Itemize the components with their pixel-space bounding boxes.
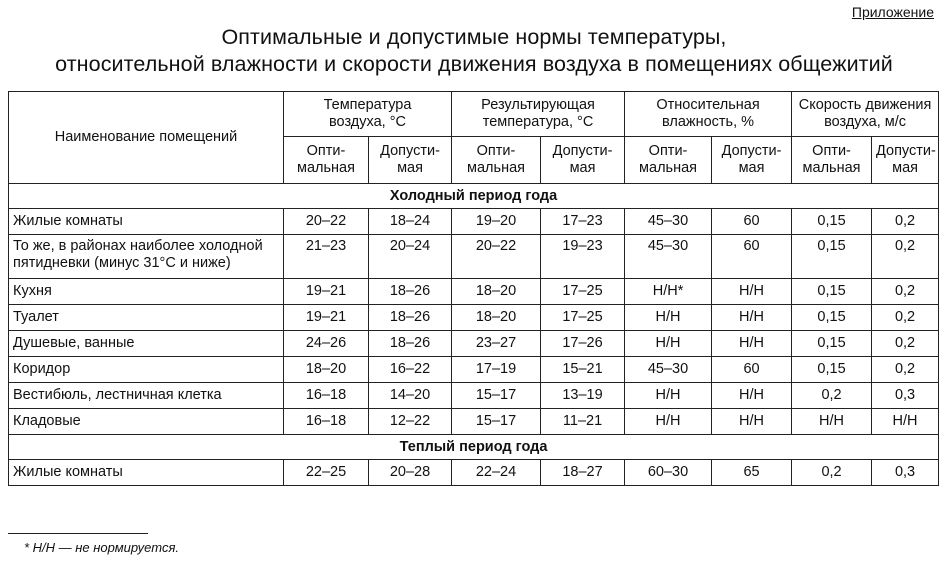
cell-value: 24–26 [284,331,369,357]
cell-value: 0,2 [872,235,939,279]
cell-value: 13–19 [541,383,625,409]
header-label: Допусти- [876,143,936,159]
header-room-name: Наименование помещений [9,92,284,184]
header-label: воздуха, м/с [824,114,907,130]
header-air-speed [792,92,939,137]
section-row-cold [9,184,939,209]
cell-value: 45–30 [625,357,712,383]
title-line-2: относительной влажности и скорости движения воздуха в помещениях общежитий [55,52,893,76]
header-label: Допусти- [552,143,613,159]
cell-value: 18–26 [369,279,452,305]
header-label: температура, °С [482,114,594,130]
cell-value: Н/Н* [625,279,712,305]
cell-value: 22–24 [452,460,541,486]
header-air-temperature [284,92,452,137]
cell-value: 60 [712,209,792,235]
table-row [9,305,939,331]
title-line-1: Оптимальные и допустимые нормы температуры, [221,25,727,49]
header-label: мальная [467,160,525,176]
cell-value: 17–23 [541,209,625,235]
cell-value: 20–28 [369,460,452,486]
room-name-line-2: пятидневки (минус 31°С и ниже) [13,255,231,271]
cell-value: 0,15 [792,357,872,383]
header-label: мая [892,160,918,176]
cell-value: 23–27 [452,331,541,357]
cell-value: 18–20 [452,279,541,305]
cell-value: 19–21 [284,305,369,331]
table-row [9,235,939,279]
table-row [9,279,939,305]
cell-value: 0,3 [872,460,939,486]
header-label: Опти- [476,143,516,159]
header-label: Допусти- [380,143,440,159]
header-label: Опти- [306,143,346,159]
cell-value: 12–22 [369,409,452,435]
cell-value: 20–22 [452,235,541,279]
cell-value: 0,2 [792,460,872,486]
table-row [9,409,939,435]
cell-value: 0,2 [872,209,939,235]
room-name: Жилые комнаты [9,460,284,486]
cell-value: 20–24 [369,235,452,279]
header-allowed [712,137,792,184]
cell-value: 17–19 [452,357,541,383]
header-label: Температура [323,97,412,113]
header-optimal [792,137,872,184]
header-label: мальная [802,160,861,176]
cell-value: 0,15 [792,235,872,279]
room-name: Жилые комнаты [9,209,284,235]
cell-value: 45–30 [625,209,712,235]
cell-value: Н/Н [712,305,792,331]
appendix-label: Приложение [851,4,934,20]
room-name: Кухня [9,279,284,305]
header-label: Относительная [656,97,760,113]
cell-value: 21–23 [284,235,369,279]
cell-value: Н/Н [625,383,712,409]
table-row [9,209,939,235]
cell-value: 18–20 [284,357,369,383]
cell-value: 16–22 [369,357,452,383]
header-allowed [872,137,939,184]
cell-value: 45–30 [625,235,712,279]
cell-value: 18–24 [369,209,452,235]
cell-value: Н/Н [712,383,792,409]
table-row [9,383,939,409]
header-optimal [625,137,712,184]
footnote: * Н/Н — не нормируется. [24,540,180,555]
room-name: Вестибюль, лестничная клетка [9,383,284,409]
cell-value: 18–26 [369,331,452,357]
cell-value: Н/Н [792,409,872,435]
cell-value: 16–18 [284,383,369,409]
table-row [9,331,939,357]
room-name: Туалет [9,305,284,331]
cell-value: 0,2 [872,305,939,331]
cell-value: 22–25 [284,460,369,486]
cell-value: 11–21 [541,409,625,435]
cell-value: 16–18 [284,409,369,435]
header-row-groups [9,92,939,137]
header-label: мая [569,160,596,176]
header-resulting-temperature [452,92,625,137]
header-label: мальная [639,160,698,176]
header-optimal [284,137,369,184]
norms-table-body [9,184,939,486]
cell-value: 20–22 [284,209,369,235]
cell-value: 0,3 [872,383,939,409]
cell-value: Н/Н [712,331,792,357]
header-relative-humidity [625,92,792,137]
norms-table [8,91,939,486]
header-label: мальная [297,160,355,176]
cell-value: 0,2 [872,331,939,357]
cell-value: Н/Н [625,305,712,331]
cell-value: 0,2 [872,357,939,383]
header-allowed [541,137,625,184]
header-allowed [369,137,452,184]
cell-value: 60 [712,357,792,383]
header-label: влажность, % [662,114,755,130]
cell-value: 17–25 [541,279,625,305]
header-label: мая [738,160,765,176]
cell-value: 14–20 [369,383,452,409]
room-name-line-1: То же, в районах наиболее холодной [13,238,263,254]
header-label: воздуха, °С [329,114,406,130]
room-name: Душевые, ванные [9,331,284,357]
room-name: Коридор [9,357,284,383]
header-label: Допусти- [721,143,782,159]
cell-value: 15–17 [452,383,541,409]
footnote-divider [8,533,148,534]
cell-value: Н/Н [625,409,712,435]
cell-value: 0,15 [792,209,872,235]
cell-value: 19–23 [541,235,625,279]
section-row-warm [9,435,939,460]
cell-value: 0,15 [792,331,872,357]
cell-value: 0,15 [792,279,872,305]
cell-value: 60 [712,235,792,279]
cell-value: 18–20 [452,305,541,331]
cell-value: 18–26 [369,305,452,331]
cell-value: 0,15 [792,305,872,331]
cell-value: Н/Н [625,331,712,357]
cell-value: Н/Н [712,279,792,305]
room-name: Кладовые [9,409,284,435]
cell-value: 19–20 [452,209,541,235]
section-title-warm: Теплый период года [9,435,939,460]
cell-value: 19–21 [284,279,369,305]
cell-value: 65 [712,460,792,486]
cell-value: 15–17 [452,409,541,435]
cell-value: Н/Н [712,409,792,435]
header-optimal [452,137,541,184]
section-title-cold: Холодный период года [9,184,939,209]
table-row [9,460,939,486]
cell-value: 0,2 [792,383,872,409]
header-label: мая [397,160,423,176]
room-name [9,235,284,279]
cell-value: 18–27 [541,460,625,486]
cell-value: 0,2 [872,279,939,305]
table-row [9,357,939,383]
cell-value: 17–26 [541,331,625,357]
header-label: Результирующая [481,97,595,113]
cell-value: 17–25 [541,305,625,331]
header-label: Опти- [812,143,851,159]
cell-value: 60–30 [625,460,712,486]
document-title [0,24,948,78]
header-label: Скорость движения [798,97,932,113]
cell-value: 15–21 [541,357,625,383]
cell-value: Н/Н [872,409,939,435]
header-label: Опти- [648,143,688,159]
